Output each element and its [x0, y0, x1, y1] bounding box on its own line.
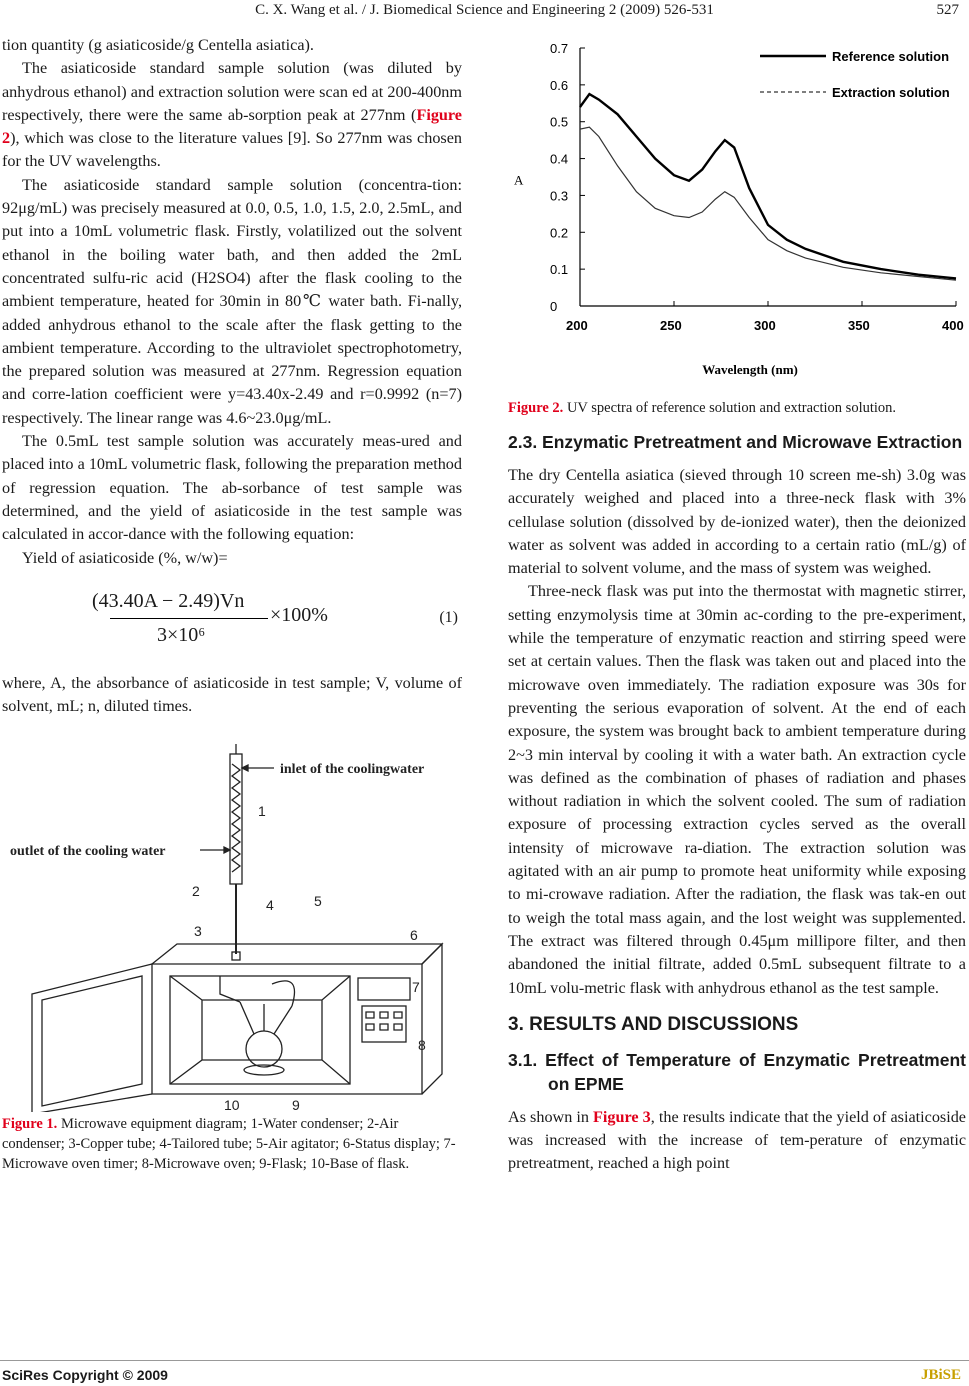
y-tick-label: 0.5 — [550, 114, 569, 130]
paragraph: The 0.5mL test sample solution was accurately meas-ured and placed into a 10mL volumetric flask, following the preparation method of regression equation. The ab-sorbance of test sample was determined, and the yield of asiaticoside in the test sample was calculated in accor-dance with the following equation: — [2, 432, 462, 544]
section-heading-2-3: 2.3. Enzymatic Pretreatment and Microwave Extraction — [508, 432, 963, 452]
legend-label-1: Extraction solution — [832, 85, 950, 100]
paragraph: where, A, the absorbance of asiaticoside in test sample; V, volume of solvent, mL; n, diluted times. — [2, 673, 462, 716]
section-heading-3-1: 3.1. Effect of Temperature of Enzymatic Pretreatment on EPME — [508, 1049, 966, 1094]
callout-3: 3 — [194, 923, 202, 940]
paragraph: Yield of asiaticoside (%, w/w)= — [22, 548, 228, 567]
copyright: SciRes Copyright © 2009 — [2, 1367, 168, 1383]
journal-abbrev: JBiSE — [920, 1367, 961, 1383]
y-tick-label: 0 — [550, 299, 558, 314]
equation-1 — [2, 576, 462, 666]
x-axis-label: Wavelength (nm) — [702, 362, 798, 377]
series-line-1 — [580, 127, 956, 280]
callout-10: 10 — [224, 1097, 240, 1113]
page-number: 527 — [936, 2, 959, 18]
callout-8: 8 — [418, 1037, 426, 1054]
x-tick-label: 350 — [848, 318, 870, 333]
paragraph: As shown in Figure 3, the results indicate that the yield of asiaticoside was increased with the increase of tem-perature of enzymatic pretreatment, reached a high point — [508, 1107, 966, 1173]
inlet-label: inlet of the coolingwater — [280, 762, 425, 778]
right-column — [508, 34, 966, 1176]
outlet-label: outlet of the cooling water — [10, 844, 166, 860]
figure-2-caption: Figure 2. UV spectra of reference solution and extraction solution. — [508, 400, 897, 416]
equation-denominator: 3×10⁶ — [157, 623, 206, 646]
y-tick-label: 0.2 — [550, 225, 569, 241]
paragraph: The asiaticoside standard sample solution (was diluted by anhydrous ethanol) and extraction solution were scan ed at 200-400nm respectively, there were the same ab-sorption peak at 277nm (Figure 2), which was close to the literature values [9]. So 277nm was chosen for the UV wavelengths. — [2, 59, 462, 171]
legend-label-0: Reference solution — [832, 49, 950, 64]
equation-number: (1) — [439, 608, 458, 626]
y-tick-label: 0.7 — [550, 41, 569, 56]
y-tick-label: 0.3 — [550, 188, 569, 204]
fraction-line — [110, 618, 268, 619]
figure-3-link[interactable]: Figure 3 — [593, 1107, 651, 1126]
paragraph: The asiaticoside standard sample solution (concentra-tion: 92μg/mL) was precisely measured at 0.0, 0.5, 1.0, 1.5, 2.0, 2.5mL, and put into a 10mL volumetric flask. Firstly, volatilized out the solvent ethanol in the boiling water bath, and then added the 2mL concentrated sulfu-ric acid (H2SO4) after the flask cooling to the ambient temperature, heated for 30min in 80℃ water bath. Fi-nally, added anhydrous ethanol to the scale after the flask getting to the ambient temperature. According to the ultraviolet spectrophotometry, the prepared solution was measured at 277nm. Regression equation and corre-lation coefficient were y=43.40x-2.49 and r=0.9992 (n=7) respectively. The linear range was 4.6~23.0μg/mL. — [2, 175, 462, 427]
callout-1: 1 — [258, 803, 266, 820]
x-tick-label: 250 — [660, 318, 682, 333]
x-tick-label: 200 — [566, 318, 588, 333]
running-title: C. X. Wang et al. / J. Biomedical Science and Engineering 2 (2009) 526-531 — [255, 2, 714, 18]
x-tick-label: 300 — [754, 318, 776, 333]
series-line-0 — [580, 94, 956, 278]
callout-2: 2 — [192, 883, 200, 900]
paragraph: The dry Centella asiatica (sieved through 10 screen me-sh) 3.0g was accurately weighed and placed into a three-neck flask with 3% cellulase solution (dissolved by de-ionized water), then the deionized water as solvent was added in according to a certain ratio (mL/g) of material to solvent volume, and the mass of system was weighed. — [508, 466, 966, 578]
figure-1-diagram — [2, 744, 462, 1112]
callout-9: 9 — [292, 1097, 300, 1113]
callout-5: 5 — [314, 893, 322, 910]
microwave-diagram — [2, 744, 462, 1112]
equation-multiplier: ×100% — [270, 603, 328, 626]
paragraph: Three-neck flask was put into the thermostat with magnetic stirrer, setting enzymolysis time at 30min ac-cording to the pre-experiment, while the temperature of enzymatic reaction and stirring speed were set at certain values. Then the flask was taken out and placed into the microwave oven immediately. The radiation exposure was 30s for preventing the serious evaporation of solvent. At the end of each exposure, the system was brought back to ambient temperature during 2~3 min interval by cooling it with a water bath. An extraction cycle was defined as the combination of phases of radiation and phases without radiation in which the solvent cooled. The sum of radiation exposure of processing extraction cycles served as the overall intensity of microwave ra-diation. The extraction solution was agitated with an air pump to promote heat uniformity while exposing to mi-crowave radiation. After the radiation, the flask was tak-en out to weigh the total mass again, and the lost weight was supplemented. The extract was filtered through 0.45μm millipore filter, and then abandoned the initial filtrate, added 0.5mL subsequent filtrate to a 10mL volu-metric flask with anhydrous ethanol as the test sample. — [508, 582, 966, 997]
y-tick-label: 0.1 — [550, 262, 569, 278]
callout-7: 7 — [412, 979, 420, 996]
figure-1-caption: Figure 1. Microwave equipment diagram; 1-Water condenser; 2-Air condenser; 3-Copper tube; 4-Tailored tube; 5-Air agitator; 6-Status display; 7-Microwave oven timer; 8-Microwave oven; 9-Flask; 10-Base of flask. — [2, 1116, 456, 1173]
left-column — [2, 34, 462, 1174]
uv-spectra-chart — [508, 38, 966, 388]
paragraph: tion quantity (g asiaticoside/g Centella asiatica). — [2, 36, 314, 54]
equation-numerator: (43.40A − 2.49)Vn — [92, 589, 245, 612]
callout-4: 4 — [266, 897, 274, 914]
y-tick-label: 0.6 — [550, 77, 569, 93]
footer-rule — [0, 1360, 969, 1361]
section-heading-3: 3. RESULTS AND DISCUSSIONS — [508, 1013, 799, 1035]
figure-2-link[interactable]: Figure 2 — [2, 105, 462, 148]
y-tick-label: 0.4 — [550, 151, 569, 167]
figure-2-chart — [508, 38, 966, 388]
y-axis-label: A — [514, 172, 524, 188]
x-tick-label: 400 — [942, 318, 964, 333]
callout-6: 6 — [410, 927, 418, 944]
